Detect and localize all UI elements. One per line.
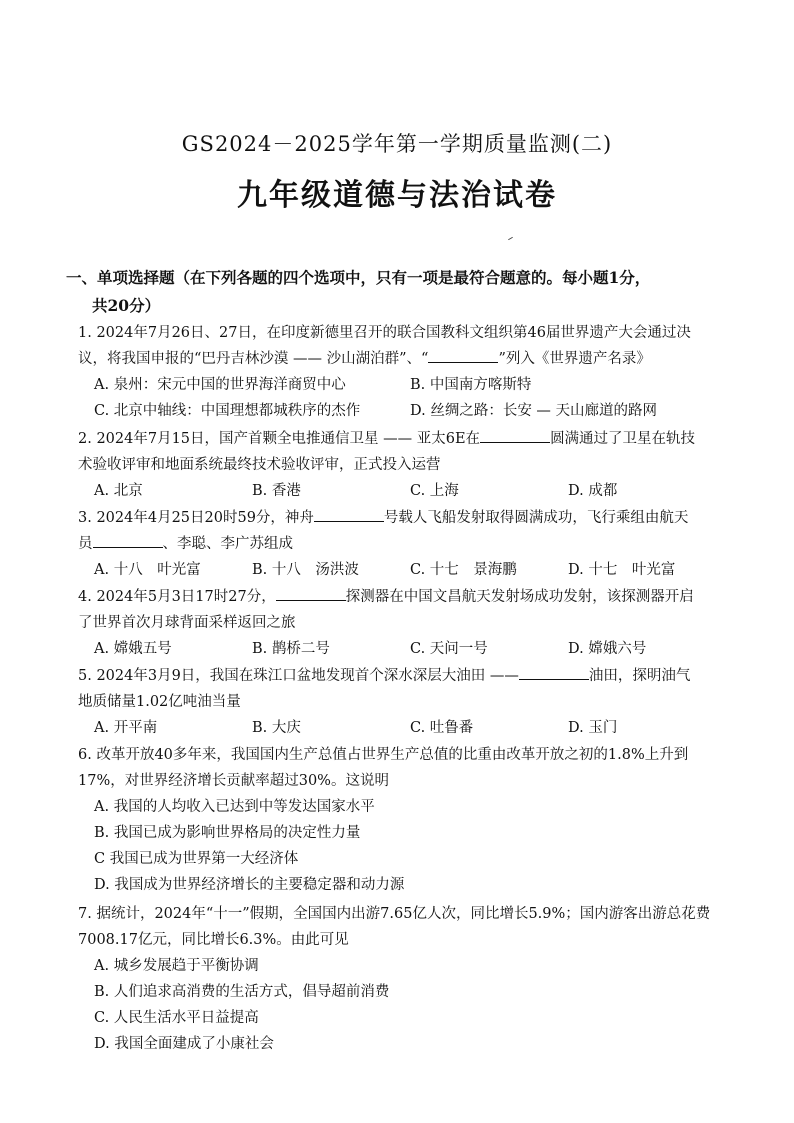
answer-blank xyxy=(276,584,346,601)
option-a: A. 开平南 xyxy=(94,720,158,736)
question-7 xyxy=(78,901,726,1057)
option-d: D. 嫦娥六号 xyxy=(568,641,647,657)
question-3-stem-line2: 员 、李聪、李广苏组成 xyxy=(78,531,726,557)
question-1 xyxy=(78,320,726,424)
option-b: B. 我国已成为影响世界格局的决定性力量 xyxy=(94,825,361,841)
option-b: B. 鹊桥二号 xyxy=(252,641,330,657)
exam-title: 九年级道德与法治试卷 xyxy=(237,178,557,213)
question-4-stem-line1: 4. 2024年5月3日17时27分， 探测器在中国文昌航天发射场成功发射，该探测器开启 xyxy=(78,584,726,610)
option-b: B. 人们追求高消费的生活方式，倡导超前消费 xyxy=(94,984,390,1000)
question-4-options xyxy=(94,636,726,662)
option-a: A. 泉州：宋元中国的世界海洋商贸中心 xyxy=(94,377,346,393)
option-c: C. 北京中轴线：中国理想都城秩序的杰作 xyxy=(94,403,361,419)
option-c: C. 十七 景海鹏 xyxy=(410,562,517,578)
option-b: B. 中国南方喀斯特 xyxy=(410,377,532,393)
option-a: A. 北京 xyxy=(94,483,143,499)
option-a: A. 嫦娥五号 xyxy=(94,641,172,657)
option-b: B. 十八 汤洪波 xyxy=(252,562,359,578)
question-2-options xyxy=(94,478,726,504)
question-4-stem-line2: 了世界首次月球背面采样返回之旅 xyxy=(78,615,296,631)
option-a: A. 城乡发展趋于平衡协调 xyxy=(94,958,259,974)
section-heading-line2: 共20分） xyxy=(92,296,161,315)
question-7-stem-line2: 7008.17亿元，同比增长6.3%。由此可见 xyxy=(78,932,349,948)
option-c: C. 人民生活水平日益提高 xyxy=(94,1010,259,1026)
question-5-stem-line1: 5. 2024年3月9日，我国在珠江口盆地发现首个深水深层大油田 —— 油田，探明油气 xyxy=(78,663,726,689)
option-c: C. 上海 xyxy=(410,483,459,499)
option-d: D. 我国成为世界经济增长的主要稳定器和动力源 xyxy=(94,877,405,893)
question-1-options-row2 xyxy=(94,398,726,424)
question-5-options xyxy=(94,715,726,741)
exam-subtitle: GS2024－2025学年第一学期质量监测(二) xyxy=(181,132,613,156)
option-d: D. 玉门 xyxy=(568,720,618,736)
answer-blank xyxy=(480,426,550,443)
question-7-stem-line1: 7. 据统计，2024年“十一”假期，全国国内出游7.65亿人次，同比增长5.9%；国内游客出游总花费 xyxy=(78,906,711,922)
question-3-options xyxy=(94,557,726,583)
answer-blank xyxy=(314,505,384,522)
question-5 xyxy=(78,663,726,741)
option-a: A. 十八 叶光富 xyxy=(94,562,201,578)
answer-blank xyxy=(93,531,163,548)
answer-blank xyxy=(519,663,589,680)
question-3-stem-line1: 3. 2024年4月25日20时59分，神舟 号载人飞船发射取得圆满成功，飞行乘组由航天 xyxy=(78,505,726,531)
question-2-stem-line2: 术验收评审和地面系统最终技术验收评审，正式投入运营 xyxy=(78,457,441,473)
question-1-stem-line2: 议，将我国申报的“巴丹吉林沙漠 —— 沙山湖泊群”、“ ”列入《世界遗产名录》 xyxy=(78,346,726,372)
question-6-stem-line2: 17%，对世界经济增长贡献率超过30%。这说明 xyxy=(78,773,389,789)
question-2-stem-line1: 2. 2024年7月15日，国产首颗全电推通信卫星 —— 亚太6E在 圆满通过了卫星在轨技 xyxy=(78,426,726,452)
option-d: D. 成都 xyxy=(568,483,618,499)
option-b: B. 香港 xyxy=(252,483,301,499)
option-c: C. 吐鲁番 xyxy=(410,720,474,736)
section-heading-line1: 一、单项选择题（在下列各题的四个选项中，只有一项是最符合题意的。每小题1分， xyxy=(66,268,651,287)
option-c: C. 天问一号 xyxy=(410,641,488,657)
option-d: D. 十七 叶光富 xyxy=(568,562,676,578)
option-a: A. 我国的人均收入已达到中等发达国家水平 xyxy=(94,799,375,815)
option-d: D. 我国全面建成了小康社会 xyxy=(94,1036,274,1052)
scan-mark xyxy=(508,237,513,240)
option-d: D. 丝绸之路：长安 — 天山廊道的路网 xyxy=(410,403,658,419)
option-c: C 我国已成为世界第一大经济体 xyxy=(94,851,299,867)
question-5-stem-line2: 地质储量1.02亿吨油当量 xyxy=(78,694,241,710)
section-heading xyxy=(66,264,726,320)
question-4 xyxy=(78,584,726,662)
question-3 xyxy=(78,505,726,583)
question-6 xyxy=(78,742,726,898)
option-b: B. 大庆 xyxy=(252,720,301,736)
question-2 xyxy=(78,426,726,504)
question-6-stem-line1: 6. 改革开放40多年来，我国国内生产总值占世界生产总值的比重由改革开放之初的1.8%上升到 xyxy=(78,747,689,763)
question-1-options-row1 xyxy=(94,372,726,398)
answer-blank xyxy=(428,346,498,363)
question-1-stem-line1: 1. 2024年7月26日、27日，在印度新德里召开的联合国教科文组织第46届世界遗产大会通过决 xyxy=(78,325,691,341)
